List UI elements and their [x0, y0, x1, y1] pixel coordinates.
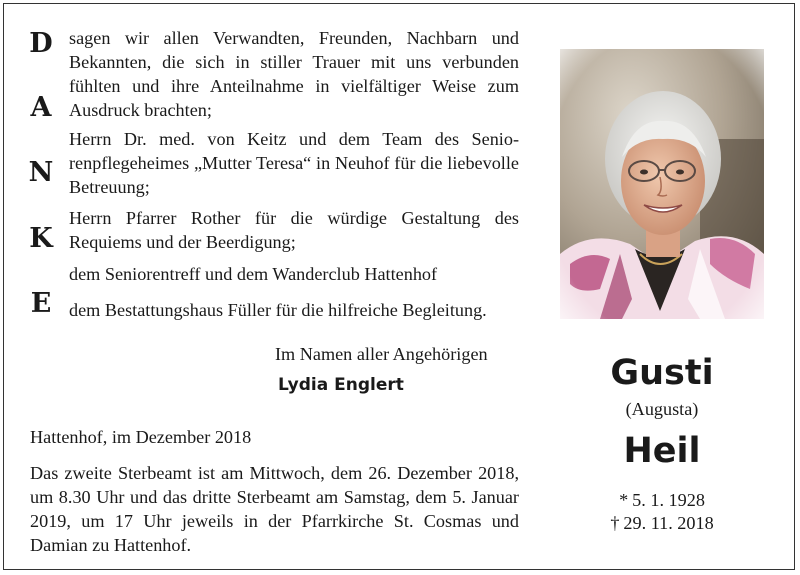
portrait-photo [560, 49, 764, 319]
deceased-first-name: Gusti [610, 353, 714, 393]
deceased-surname: Heil [623, 431, 701, 471]
thanks-paragraph-clubs: dem Seniorentreff und dem Wanderclub Hattenhof [69, 264, 438, 284]
birth-date: 5. 1. 1928 [632, 490, 705, 510]
thanks-letter-d: D [29, 28, 53, 59]
death-date-line [560, 511, 764, 535]
signature-line: Im Namen aller Angehörigen [275, 344, 488, 364]
thanks-letter-k: K [29, 223, 53, 254]
thanks-paragraph-pastor: Herrn Pfarrer Rother für die würdige Gestaltung des Requiems und der Beerdigung; [69, 208, 519, 252]
birth-date-line [560, 488, 764, 512]
death-date: 29. 11. 2018 [623, 513, 714, 533]
place-date: Hattenhof, im Dezember 2018 [30, 427, 252, 447]
thanks-paragraph-relatives: sagen wir allen Verwandten, Freunden, Nachbarn und Bekannten, die sich in stiller Trauer mit uns verbunden fühlten und ihre Anteilnahme in vielfältiger Weise zum Ausdruck brachten; [69, 28, 519, 120]
birth-star-icon: * [619, 490, 629, 510]
signature-name: Lydia Englert [278, 375, 404, 395]
service-notice: Das zweite Sterbeamt ist am Mittwoch, dem 26. Dezember 2018, um 8.30 Uhr und das dritte Sterbeamt am Samstag, dem 5. Januar 2019, um 17 Uhr jeweils in der Pfarrkirche St. Cosmas und Damian zu Hattenhof. [30, 463, 519, 555]
thanks-paragraph-funeral-home: dem Bestattungshaus Füller für die hilfreiche Begleitung. [69, 300, 487, 320]
thanks-paragraph-care-home: Herrn Dr. med. von Keitz und dem Team des Seniorenpflegeheimes „Mutter Teresa“ in Neuhof für die liebevolle Betreuung; [69, 129, 519, 197]
thanks-letter-e: E [30, 288, 52, 319]
deceased-nickname: (Augusta) [625, 399, 699, 419]
thanks-letter-a: A [30, 92, 52, 123]
death-cross-icon: † [610, 513, 620, 533]
thanks-letter-n: N [28, 157, 54, 188]
